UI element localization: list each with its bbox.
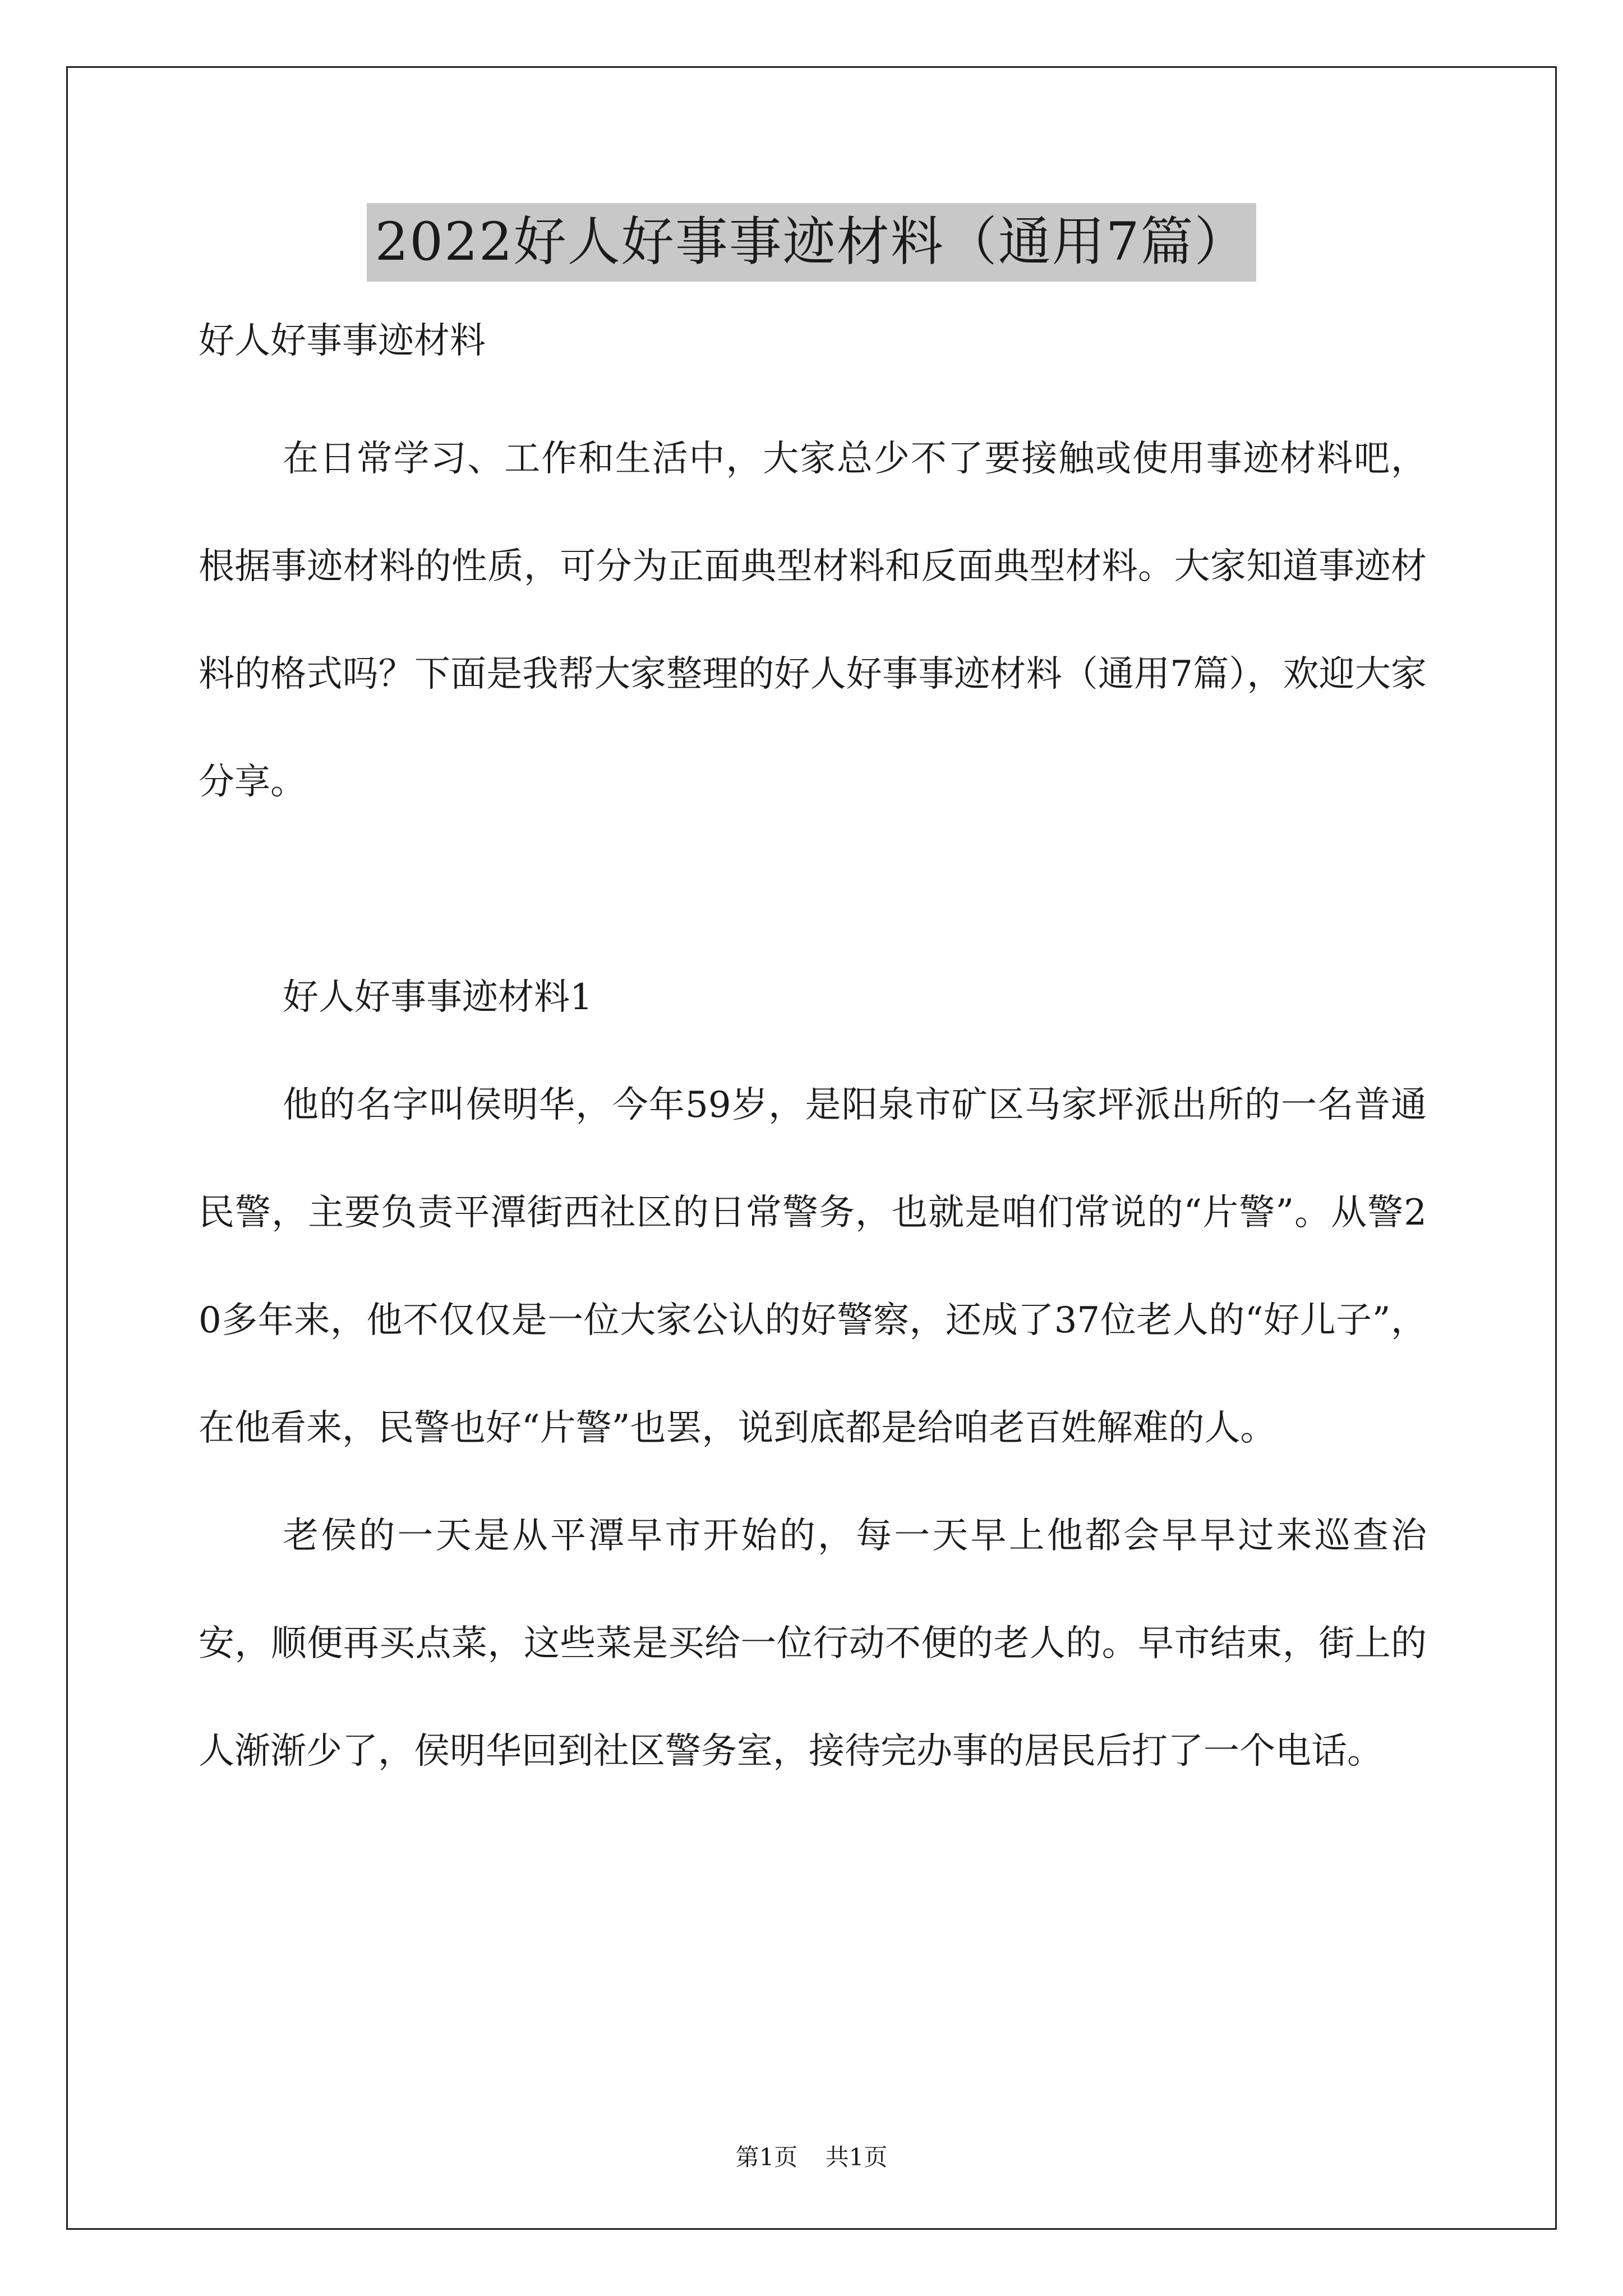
section-paragraph: 他的名字叫侯明华，今年59岁，是阳泉市矿区马家坪派出所的一名普通民警，主要负责平潭街西社区的日常警务，也就是咱们常说的“片警”。从警20多年来，他不仅仅是一位大家公认的好警察，还成了37位老人的“好儿子”，在他看来，民警也好“片警”也罢，说到底都是给咱老百姓解难的人。: [199, 1084, 1427, 1449]
document-title: 2022好人好事事迹材料（通用7篇）: [367, 203, 1256, 282]
title-container: [0, 203, 1623, 282]
section-heading: 好人好事事迹材料1: [283, 977, 593, 1018]
page-footer: [0, 2141, 1623, 2174]
page-number: 第1页: [735, 2143, 798, 2171]
page-total: 共1页: [825, 2143, 888, 2171]
document-subtitle: 好人好事事迹材料: [199, 320, 486, 362]
section-paragraph: 老侯的一天是从平潭早市开始的，每一天早上他都会早早过来巡查治安，顺便再买点菜，这些菜是买给一位行动不便的老人的。早市结束，街上的人渐渐少了，侯明华回到社区警务室，接待完办事的居民后打了一个电话。: [199, 1515, 1427, 1772]
paragraph-gap: [199, 836, 1427, 944]
document-body: [199, 314, 1427, 1805]
intro-paragraph: 在日常学习、工作和生活中，大家总少不了要接触或使用事迹材料吧，根据事迹材料的性质，可分为正面典型材料和反面典型材料。大家知道事迹材料的格式吗？下面是我帮大家整理的好人好事事迹材料（通用7篇），欢迎大家分享。: [199, 438, 1427, 803]
